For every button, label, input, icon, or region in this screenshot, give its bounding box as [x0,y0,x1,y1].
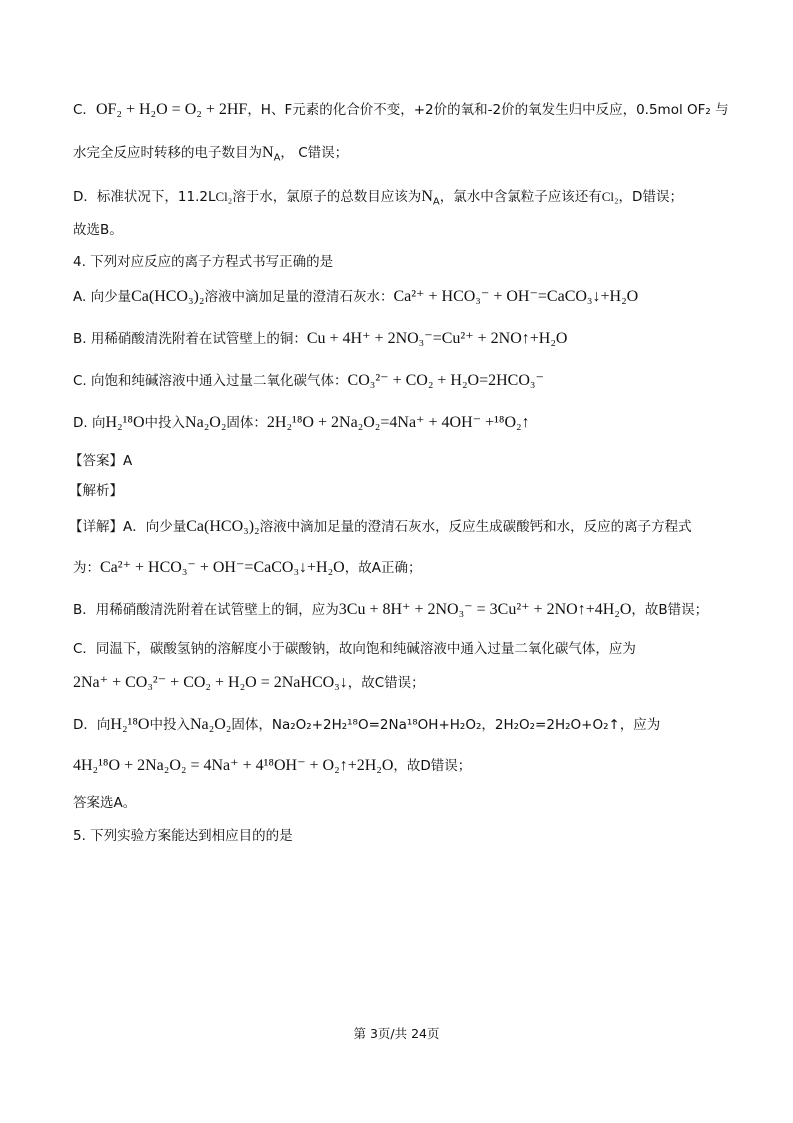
text: B．用稀硝酸清洗附着在试管壁上的铜，应为 [73,602,339,618]
formula: H₂¹⁸O [105,414,145,431]
text: 为： [73,560,100,576]
text: C．同温下，碳酸氢钠的溶解度小于碳酸钠，故向饱和纯碱溶液中通入过量二氧化碳气体，应为 [73,641,636,657]
text: 【详解】A．向少量 [69,519,187,535]
text: 中投入 [144,415,186,431]
text: D. 向 [73,415,106,431]
formula: Ca(HCO₃)₂ [186,518,260,535]
detail-line2 [73,558,421,578]
text: C． [73,102,96,118]
b-explanation [73,600,708,620]
subscript: A [432,196,440,208]
text: ，故A正确； [344,560,422,576]
equation: Ca²⁺ + HCO₃⁻ + OH⁻=CaCO₃↓+H₂O [100,559,345,576]
detail-line1 [69,517,692,537]
equation: Ca²⁺ + HCO₃⁻ + OH⁻=CaCO₃↓+H₂O [393,288,639,305]
question-text: 5. 下列实验方案能达到相应目的的是 [73,828,293,844]
text: 故选B。 [73,222,123,238]
text: ，氯水中含氯粒子应该还有 [439,189,602,205]
equation: 3Cu + 8H⁺ + 2NO₃⁻ = 3Cu²⁺ + 2NO↑+4H₂O [338,601,632,618]
text: ，故B错误； [631,602,709,618]
q4-option-b [73,329,567,349]
d-explanation-line2 [73,756,471,776]
question-4 [73,252,333,272]
equation: OF₂ + H₂O = O₂ + 2HF [95,101,248,118]
answer-label: 【答案】A [69,453,133,469]
q4-option-d [73,413,530,433]
answer-choice [73,793,136,813]
text: ，故C错误； [347,675,425,691]
formula: N [421,188,433,205]
equation: 2Na⁺ + CO₃²⁻ + CO₂ + H₂O = 2NaHCO₃↓ [73,674,348,691]
choose-b-line [73,220,123,240]
equation: Cu + 4H⁺ + 2NO₃⁻=Cu²⁺ + 2NO↑+H₂O [306,330,568,347]
formula: Na₂O₂ [185,414,227,431]
text: 溶液中滴加足量的澄清石灰水，反应生成碳酸钙和水，反应的离子方程式 [259,519,692,535]
text: 水完全反应时转移的电子数目为 [73,145,262,161]
text: B. 用稀硝酸清洗附着在试管壁上的铜： [73,331,307,347]
text: 答案选A。 [73,795,137,811]
formula: H₂¹⁸O [110,716,150,733]
text: A. 向少量 [73,289,132,305]
formula: Ca(HCO₃)₂ [131,288,205,305]
text: 固体： [226,415,267,431]
text: C. 向饱和纯碱溶液中通入过量二氧化碳气体： [73,373,348,389]
text: 中投入 [149,717,190,733]
c-explanation-line2 [73,673,425,693]
subscript: A [273,152,281,164]
option-d-line [73,187,683,213]
equation: 2H₂¹⁸O + 2Na₂O₂=4Na⁺ + 4OH⁻ +¹⁸O₂↑ [266,414,530,431]
formula: Na₂O₂ [189,716,232,733]
equation: 4H₂¹⁸O + 2Na₂O₂ = 4Na⁺ + 4¹⁸OH⁻ + O₂↑+2H₂O [73,757,394,774]
text: 溶液中滴加足量的澄清石灰水： [204,289,394,305]
answer-line [69,451,132,471]
formula: Cl₂ [601,189,619,204]
question-text: 4. 下列对应反应的离子方程式书写正确的是 [73,254,334,270]
text: ，H、F元素的化合价不变，+2价的氧和-2价的氧发生归中反应，0.5mol OF₂ 与 [247,102,729,118]
analysis-line [69,481,123,501]
option-c-line2 [73,143,348,169]
q4-option-c [73,371,544,391]
option-c-line1 [73,100,729,120]
text: ，D错误； [618,189,683,205]
q4-option-a [73,287,638,307]
equation: CO₃²⁻ + CO₂ + H₂O=2HCO₃⁻ [347,372,544,389]
text: 固体，Na₂O₂+2H₂¹⁸O=2Na¹⁸OH+H₂O₂，2H₂O₂=2H₂O+O₂↑，应为 [231,717,661,733]
equation: N [262,144,274,161]
text: 溶于水，氯原子的总数目应该为 [232,189,422,205]
text: ，故D错误； [393,758,472,774]
formula: Cl₂ [215,189,233,204]
page-footer: 第 3页/共 24页 [353,1026,440,1041]
c-explanation-line1 [73,639,636,659]
question-5 [73,826,293,846]
text: ， C错误； [280,145,349,161]
text: D．向 [73,717,111,733]
analysis-label: 【解析】 [69,483,123,499]
d-explanation-line1 [73,715,660,735]
text: D．标准状况下，11.2L [73,189,216,205]
